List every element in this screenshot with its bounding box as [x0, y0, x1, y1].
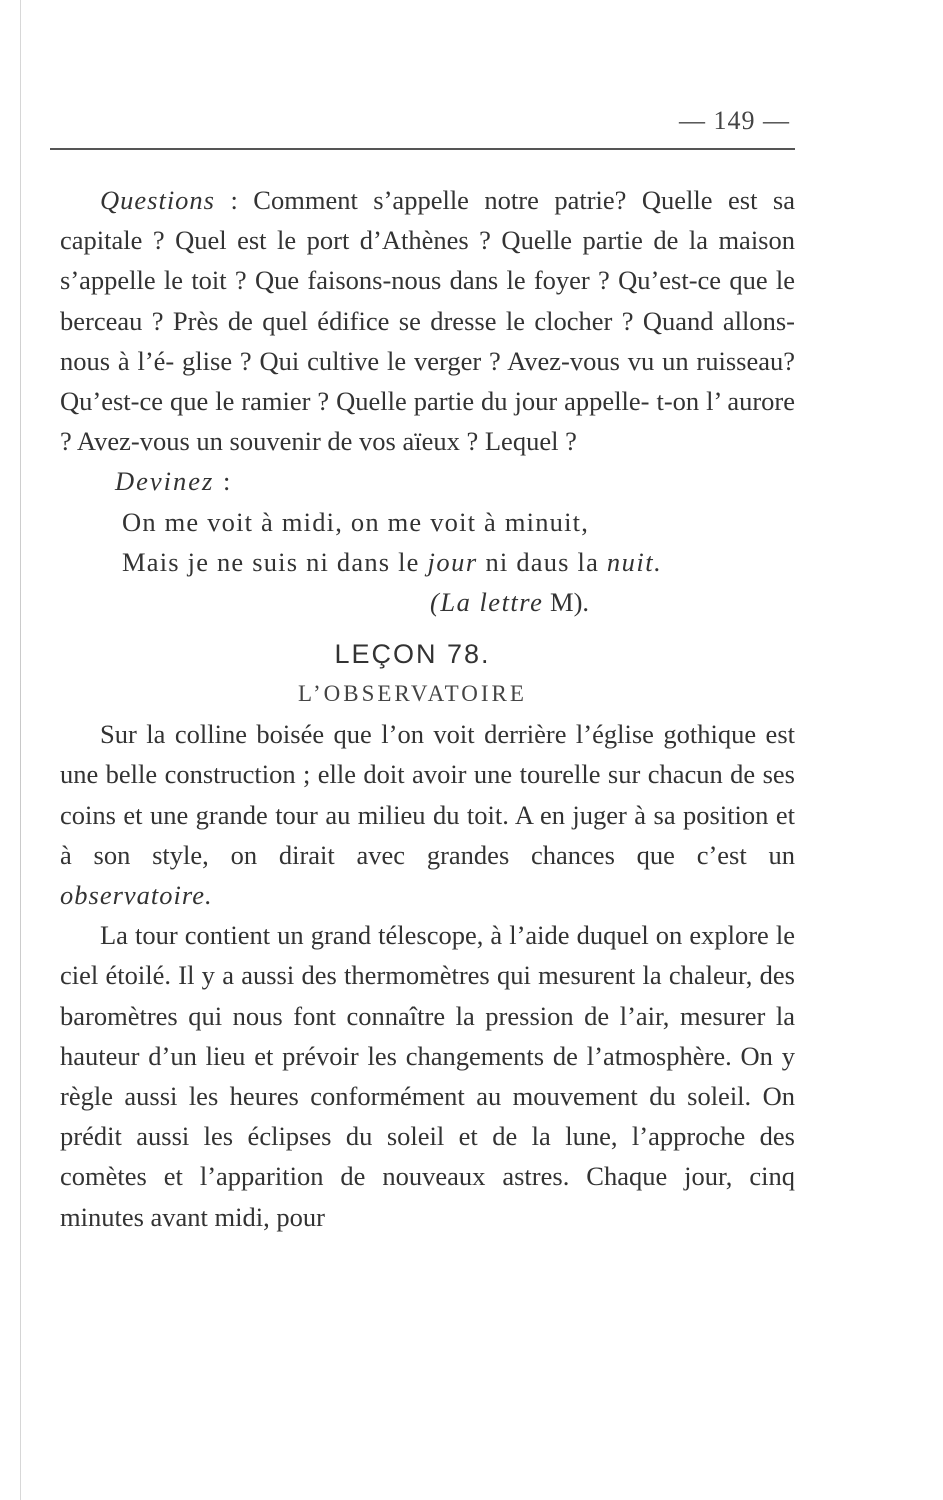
riddle-answer	[430, 582, 795, 622]
lesson-number: LEÇON 78.	[334, 639, 491, 670]
lesson-paragraph-1-text: Sur la colline boisée que l’on voit derrière l’église gothique est une belle construction ; elle doit avoir une tourelle sur chacun de ses coins et une grande tour au milieu du toit. A en juger à sa position et à son style, on dirait avec grandes chances que c’est un	[60, 719, 795, 870]
riddle-label-colon: :	[214, 466, 233, 497]
riddle-answer-open: (	[430, 587, 441, 618]
questions-paragraph	[60, 180, 795, 461]
riddle-word-jour: jour	[427, 546, 478, 577]
lesson-title: L’OBSERVATOIRE	[298, 681, 527, 707]
header-rule	[50, 148, 795, 152]
riddle-heading	[115, 461, 795, 501]
page-number: — 149 —	[679, 106, 790, 135]
questions-text: : Comment s’appelle notre patrie? Quelle est sa capitale ? Quel est le port d’Athènes ? Quelle partie de la maison s’appelle le toit ? Que faisons-nous dans le foyer ? Qu’est-ce que le berceau ? Près de quel édifice se dresse le clocher ? Quand allons-nous à l’é- glise ? Qui cultive le verger ? Avez-vous vu un ruisseau? Qu’est-ce que le ramier ? Quelle partie du jour appelle- t-on l’ aurore ? Avez-vous un souvenir de vos aïeux ? Lequel ?	[60, 185, 795, 457]
riddle-line-2	[122, 542, 795, 582]
riddle-line-1: On me voit à midi, on me voit à minuit,	[122, 506, 590, 537]
riddle-answer-italic: La lettre	[440, 587, 544, 618]
page-edge-line	[20, 0, 21, 1500]
riddle-word-nuit: nuit.	[606, 546, 663, 577]
lesson-paragraph-2: La tour contient un grand télescope, à l’aide duquel on explore le ciel étoilé. Il y a aussi des thermomètres qui mesurent la chaleur, des baromètres qui nous font connaître la pression de l’air, mesurer la hauteur d’un lieu et prévoir les changements de l’atmosphère. On y règle aussi les heures conformément au mouvement du soleil. On prédit aussi les éclipses du soleil et de la lune, l’approche des comètes et l’apparition de nouveaux astres. Chaque jour, cinq minutes avant midi, pour	[60, 920, 795, 1232]
riddle-line-2-b: ni daus la	[477, 546, 607, 577]
lesson-paragraph-1	[60, 714, 795, 915]
riddle-line-2-a: Mais je ne suis ni dans le	[122, 546, 428, 577]
observatoire-word: observatoire.	[60, 880, 213, 911]
riddle-answer-rest: M).	[543, 587, 590, 618]
page-body	[60, 180, 795, 1237]
riddle-label: Devinez	[115, 466, 215, 497]
questions-label: Questions	[100, 185, 215, 215]
